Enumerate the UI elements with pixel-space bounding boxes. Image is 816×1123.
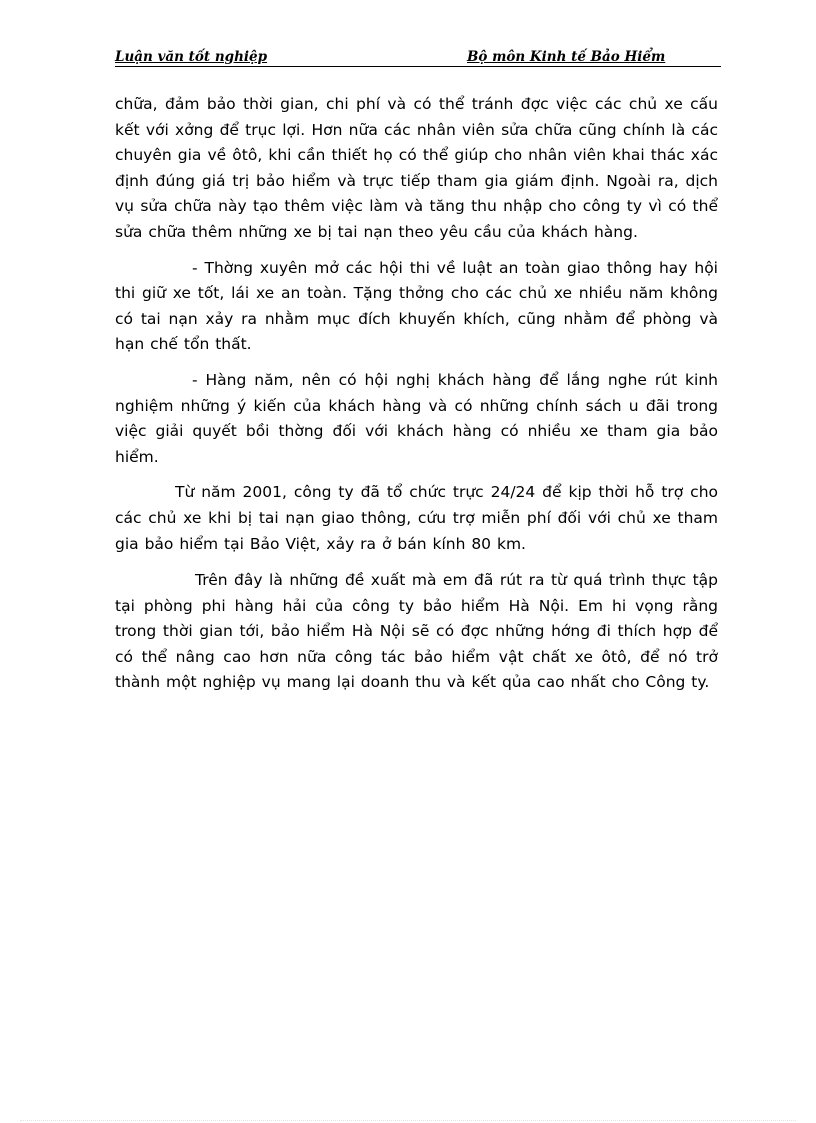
paragraph-customer-conference: - Hàng năm, nên có hội nghị khách hàng để lắng nghe rút kinh nghiệm những ý kiến của khách hàng và có những chính sách u đãi trong việc giải quyết bồi thờng đối với khách hàng có nhiều xe tham gia bảo hiểm. (115, 370, 718, 466)
page-bottom-divider (20, 1120, 796, 1121)
page-header (115, 48, 721, 67)
header-thesis-title: Luận văn tốt nghiệp (115, 49, 268, 65)
paragraph-24h-support: Từ năm 2001, công ty đã tổ chức trực 24/24 để kịp thời hỗ trợ cho các chủ xe khi bị tai nạn giao thông, cứu trợ miễn phí đối với chủ xe tham gia bảo hiểm tại Bảo Việt, xảy ra ở bán kính 80 km. (115, 483, 718, 553)
paragraph-conclusion: Trên đây là những đề xuất mà em đã rút ra từ quá trình thực tập tại phòng phi hàng hải của công ty bảo hiểm Hà Nội. Em hi vọng rằng trong thời gian tới, bảo hiểm Hà Nội sẽ có đợc những hớng đi thích hợp để có thể nâng cao hơn nữa công tác bảo hiểm vật chất xe ôtô, để nó trở thành một nghiệp vụ mang lại doanh thu và kết qủa cao nhất cho Công ty. (115, 571, 718, 692)
paragraph-traffic-contests: - Thờng xuyên mở các hội thi về luật an toàn giao thông hay hội thi giữ xe tốt, lái xe an toàn. Tặng thởng cho các chủ xe nhiều năm không có tai nạn xảy ra nhằm mục đích khuyến khích, cũng nhằm để phòng và hạn chế tổn thất. (115, 258, 718, 354)
document-body (115, 92, 718, 696)
header-department: Bộ môn Kinh tế Bảo Hiểm (467, 49, 666, 65)
paragraph-repair-service: chữa, đảm bảo thời gian, chi phí và có thể tránh đợc việc các chủ xe cấu kết với xởng để trục lợi. Hơn nữa các nhân viên sửa chữa cũng chính là các chuyên gia về ôtô, khi cần thiết họ có thể giúp cho nhân viên khai thác xác định đúng giá trị bảo hiểm và trực tiếp tham gia giám định. Ngoài ra, dịch vụ sửa chữa này tạo thêm việc làm và tăng thu nhập cho công ty vì có thể sửa chữa thêm những xe bị tai nạn theo yêu cầu của khách hàng. (115, 95, 718, 241)
